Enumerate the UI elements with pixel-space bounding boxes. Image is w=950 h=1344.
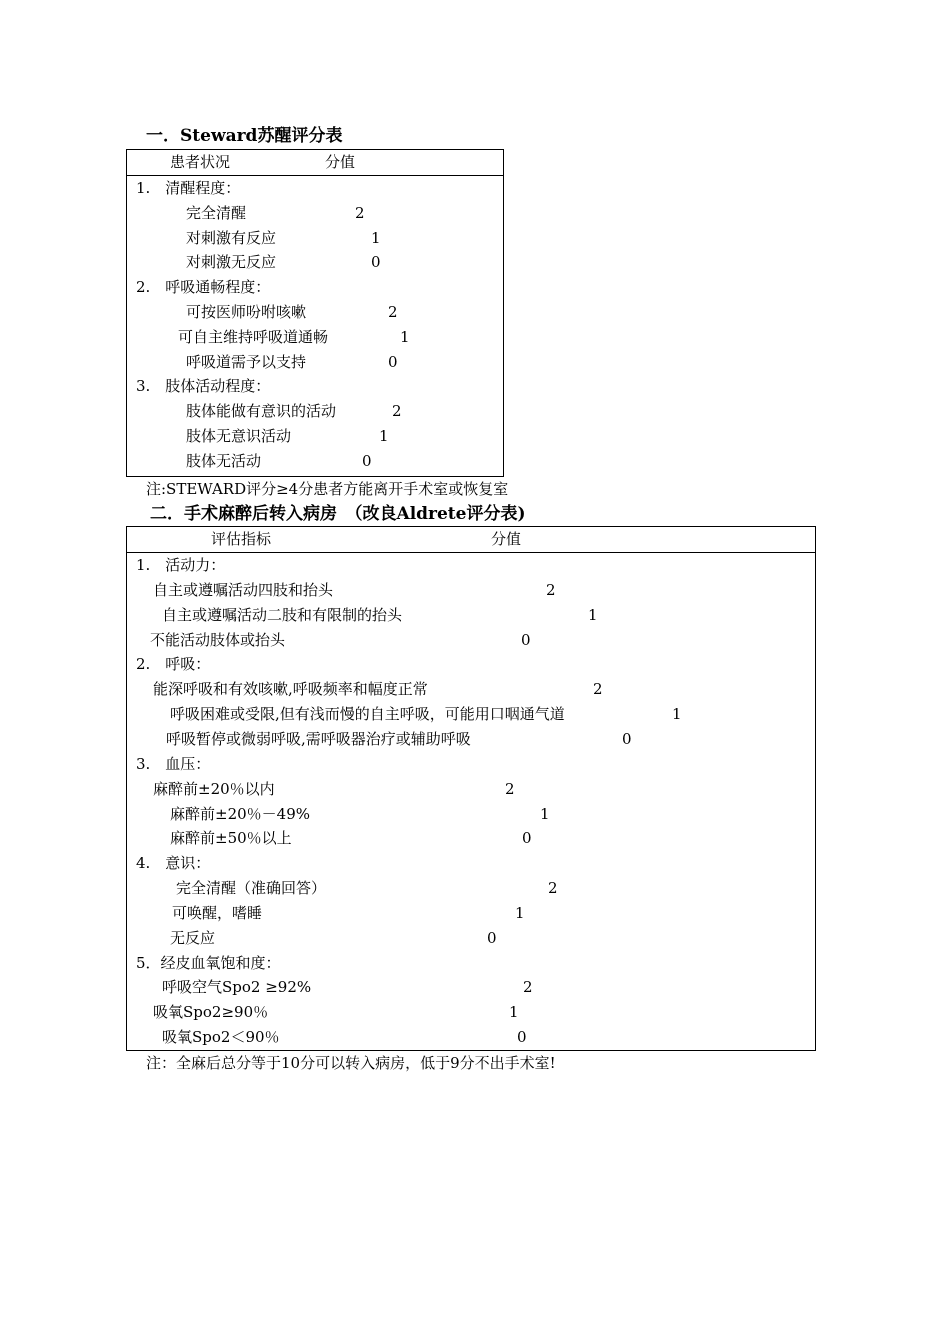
aldrete-row-label: 呼吸空气Spo2 ≥92% — [162, 978, 312, 997]
steward-row-label: 可按医师吩咐咳嗽 — [186, 303, 307, 321]
aldrete-row-score: 2 — [505, 779, 515, 798]
steward-table — [126, 149, 504, 477]
steward-row-label: 呼吸道需予以支持 — [186, 352, 307, 371]
steward-row-label: 肢体无意识活动 — [186, 427, 292, 445]
steward-header-col1: 患者状况 — [170, 153, 231, 171]
steward-row-label: 1. 清醒程度： — [136, 179, 241, 197]
aldrete-row-label: 可唤醒，嗜睡 — [172, 903, 263, 922]
aldrete-row-label: 呼吸暂停或微弱呼吸,需呼吸器治疗或辅助呼吸 — [166, 729, 471, 748]
steward-row-score: 0 — [388, 352, 398, 371]
aldrete-row-label: 麻醉前±20％以内 — [153, 779, 275, 798]
aldrete-row-score: 0 — [517, 1028, 527, 1047]
aldrete-row-score: 0 — [622, 729, 632, 748]
steward-note: 注:STEWARD评分≥4分患者方能离开手术室或恢复室 — [146, 480, 509, 498]
aldrete-row-score: 1 — [672, 705, 682, 724]
steward-row-label: 对刺激无反应 — [186, 253, 277, 272]
aldrete-row-label: 吸氧Spo2＜90％ — [162, 1028, 280, 1047]
steward-row-label: 可自主维持呼吸道通畅 — [178, 327, 329, 346]
aldrete-row-label: 5．经皮血氧饱和度： — [136, 953, 281, 972]
section2-title: 二．手术麻醉后转入病房 （改良Aldrete评分表) — [150, 504, 526, 524]
steward-row-score: 0 — [362, 451, 372, 470]
aldrete-row-label: 完全清醒（准确回答） — [176, 879, 327, 898]
steward-row-label: 完全清醒 — [186, 203, 247, 222]
aldrete-row-score: 0 — [522, 829, 532, 848]
aldrete-header-col2: 分值 — [491, 530, 522, 548]
aldrete-row-label: 麻醉前±50％以上 — [170, 829, 292, 848]
steward-row-score: 1 — [371, 228, 381, 247]
steward-row-score: 2 — [388, 303, 398, 321]
steward-row-label: 3. 肢体活动程度： — [136, 377, 271, 396]
aldrete-row-label: 能深呼吸和有效咳嗽,呼吸频率和幅度正常 — [153, 680, 428, 699]
aldrete-row-score: 1 — [540, 804, 550, 823]
aldrete-row-score: 1 — [509, 1003, 519, 1022]
aldrete-row-score: 2 — [523, 978, 533, 997]
steward-row-score: 2 — [355, 203, 365, 222]
aldrete-row-label: 不能活动肢体或抬头 — [150, 630, 286, 649]
aldrete-note: 注：全麻后总分等于10分可以转入病房，低于9分不出手术室! — [146, 1054, 556, 1072]
section1-title: 一．Steward苏醒评分表 — [146, 126, 343, 146]
steward-row-score: 0 — [371, 253, 381, 272]
aldrete-row-score: 1 — [588, 605, 598, 624]
aldrete-row-label: 呼吸困难或受限,但有浅而慢的自主呼吸，可能用口咽通气道 — [170, 705, 565, 724]
steward-row-label: 2. 呼吸通畅程度： — [136, 278, 271, 297]
aldrete-row-score: 0 — [487, 928, 497, 947]
aldrete-row-label: 3. 血压： — [136, 754, 211, 773]
aldrete-row-score: 2 — [593, 680, 603, 699]
aldrete-row-label: 吸氧Spo2≥90％ — [153, 1003, 269, 1022]
steward-header-col2: 分值 — [325, 153, 356, 171]
aldrete-row-label: 自主或遵嘱活动四肢和抬头 — [153, 580, 334, 599]
aldrete-row-score: 2 — [548, 879, 558, 898]
steward-row-label: 对刺激有反应 — [186, 228, 277, 247]
aldrete-row-score: 2 — [546, 580, 556, 599]
aldrete-row-score: 1 — [515, 903, 525, 922]
aldrete-row-label: 麻醉前±20％－49% — [170, 804, 310, 823]
aldrete-row-label: 无反应 — [170, 928, 216, 947]
steward-row-score: 1 — [379, 427, 389, 445]
aldrete-row-label: 2. 呼吸： — [136, 655, 211, 674]
aldrete-row-label: 4. 意识： — [136, 854, 211, 873]
aldrete-row-label: 1. 活动力： — [136, 556, 226, 574]
steward-row-score: 1 — [400, 327, 410, 346]
aldrete-row-label: 自主或遵嘱活动二肢和有限制的抬头 — [162, 605, 403, 624]
steward-row-label: 肢体无活动 — [186, 451, 262, 470]
aldrete-row-score: 0 — [521, 630, 531, 649]
aldrete-header-divider — [126, 552, 816, 553]
steward-row-label: 肢体能做有意识的活动 — [186, 402, 337, 421]
steward-row-score: 2 — [392, 402, 402, 421]
steward-header-divider — [126, 175, 504, 176]
aldrete-header-col1: 评估指标 — [211, 530, 272, 548]
